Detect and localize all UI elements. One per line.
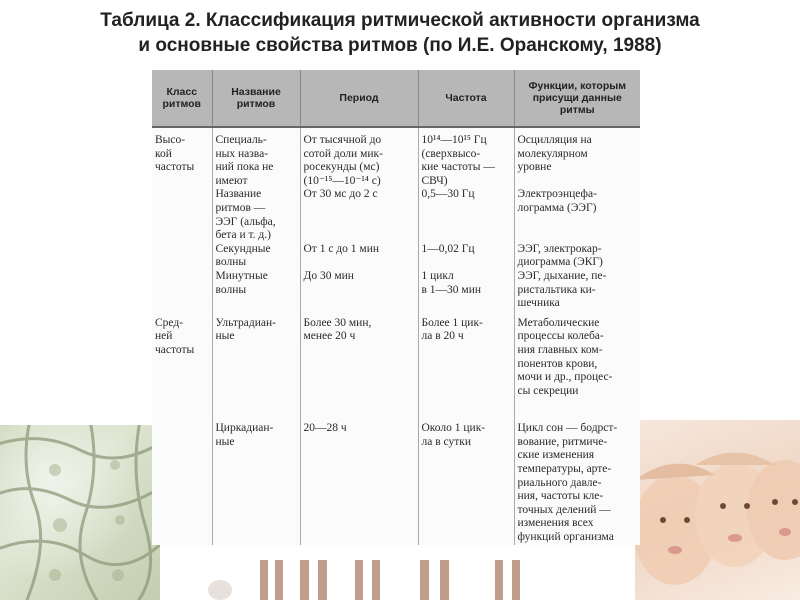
plant-cells-image xyxy=(0,425,160,600)
cell-class xyxy=(152,243,212,270)
cell-frequency: 1 цикл в 1—30 мин xyxy=(418,270,514,311)
title-line-1: Таблица 2. Классификация ритмической активности организма xyxy=(100,10,700,31)
cell-name: Минутные волны xyxy=(212,270,300,311)
cell-frequency: 1—0,02 Гц xyxy=(418,243,514,270)
header-name: Название ритмов xyxy=(212,70,300,127)
table-row xyxy=(152,188,640,242)
cell-functions: ЭЭГ, дыхание, пе- ристальтика ки- шечника xyxy=(514,270,640,311)
cell-class xyxy=(152,398,212,544)
cell-class: Сред- ней частоты xyxy=(155,316,195,356)
cell-period: От тысячной до сотой доли мик- росекунды (мс) (10⁻¹⁵—10⁻¹⁴ с) xyxy=(300,127,418,188)
cell-class xyxy=(152,188,212,242)
cell-class xyxy=(152,270,212,311)
header-functions: Функции, которым присущи данные ритмы xyxy=(514,70,640,127)
table-row xyxy=(152,270,640,311)
table-row xyxy=(152,243,640,270)
cell-name: Циркадиан- ные xyxy=(212,398,300,544)
cell-functions: Осцилляция на молекулярном уровне xyxy=(514,127,640,188)
babies-faces-image xyxy=(635,420,800,600)
cell-period: От 30 мс до 2 с xyxy=(300,188,418,242)
table-row xyxy=(152,398,640,544)
rhythm-classification-table xyxy=(152,70,640,545)
cell-functions: ЭЭГ, электрокар- диограмма (ЭКГ) xyxy=(514,243,640,270)
title-line-2: и основные свойства ритмов (по И.Е. Оранскому, 1988) xyxy=(138,35,662,56)
header-class: Класс ритмов xyxy=(152,70,212,127)
legs-silhouettes-image xyxy=(160,560,635,600)
cell-period: От 1 с до 1 мин xyxy=(300,243,418,270)
cell-name: Ультрадиан- ные xyxy=(212,311,300,399)
header-frequency: Частота xyxy=(418,70,514,127)
cell-period: 20—28 ч xyxy=(300,398,418,544)
cell-frequency: 0,5—30 Гц xyxy=(418,188,514,242)
cell-period: Более 30 мин, менее 20 ч xyxy=(300,311,418,399)
cell-frequency: Более 1 цик- ла в 20 ч xyxy=(418,311,514,399)
cell-frequency: Около 1 цик- ла в сутки xyxy=(418,398,514,544)
cell-functions: Электроэнцефа- лограмма (ЭЭГ) xyxy=(514,188,640,242)
page-title xyxy=(0,8,800,58)
cell-name: Специаль- ных назва- ний пока не имеют xyxy=(212,127,300,188)
cell-functions: Метаболические процессы колеба- ния главных ком- понентов крови, мочи и др., процес- сы секреции xyxy=(514,311,640,399)
cell-class: Высо- кой частоты xyxy=(155,134,195,174)
table-row xyxy=(152,127,640,188)
cell-name: Название ритмов — ЭЭГ (альфа, бета и т. д.) xyxy=(212,188,300,242)
cell-frequency: 10¹⁴—10¹⁵ Гц (сверхвысо- кие частоты — СВЧ) xyxy=(418,127,514,188)
cell-period: До 30 мин xyxy=(300,270,418,311)
header-period: Период xyxy=(300,70,418,127)
table-header-row xyxy=(152,70,640,127)
cell-name: Секундные волны xyxy=(212,243,300,270)
table-row xyxy=(152,311,640,399)
cell-functions: Цикл сон — бодрст- вование, ритмиче- ские изменения температуры, арте- риального давле- ния, частоты кле- точных делений — изменения всех функций организма xyxy=(514,398,640,544)
